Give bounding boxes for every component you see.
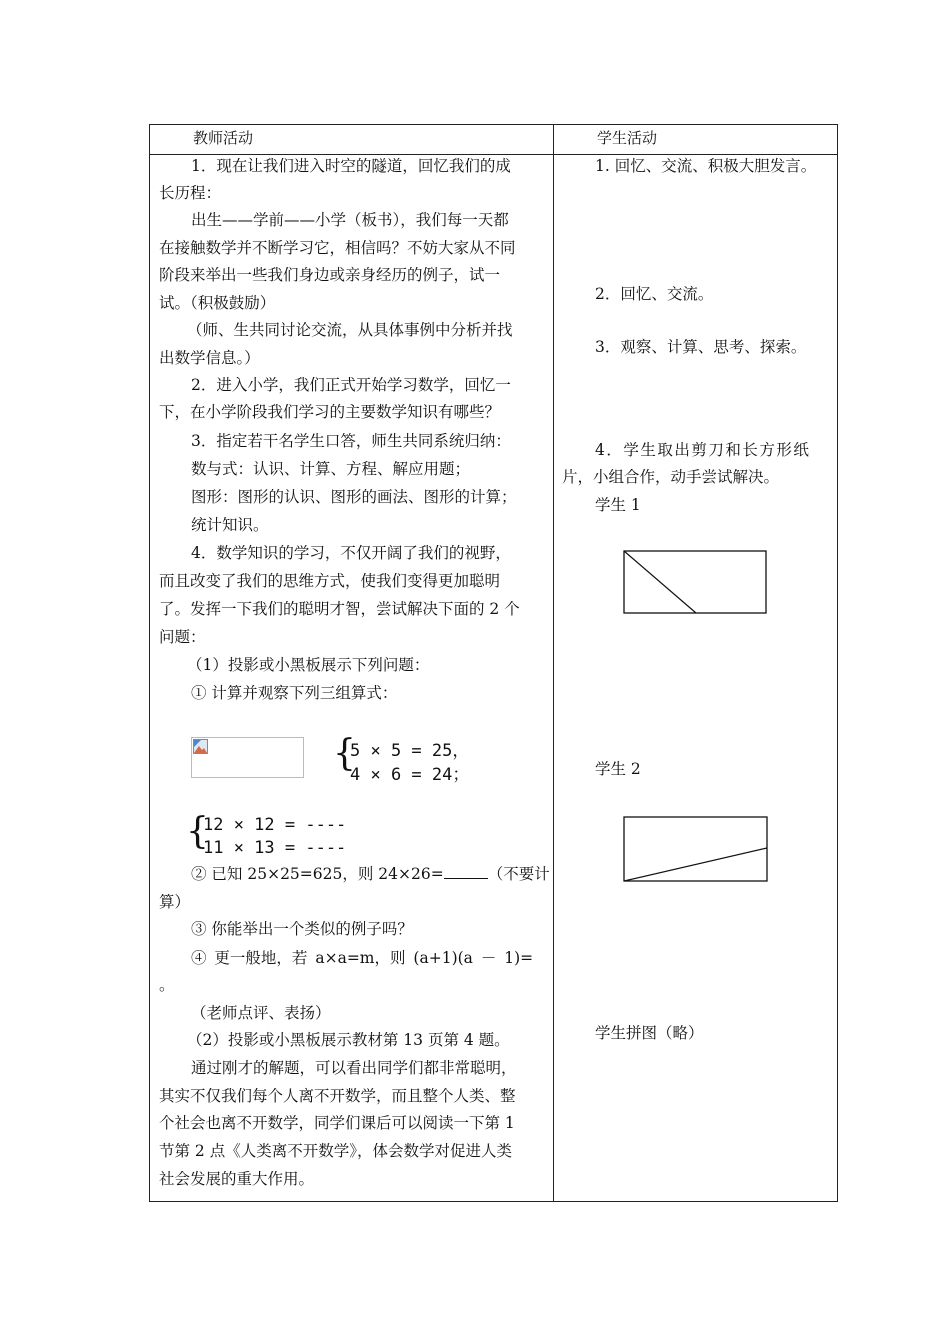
teacher-text: 通过刚才的解题，可以看出同学们都非常聪明， <box>191 1059 517 1077</box>
cut-rectangle-figure-1 <box>623 550 768 615</box>
teacher-text: 个社会也离不开数学，同学们课后可以阅读一下第 1 <box>159 1114 515 1132</box>
student-column-header: 学生活动 <box>597 129 658 147</box>
teacher-text: 图形：图形的认识、图形的画法、图形的计算； <box>191 488 517 506</box>
equation: 12 × 12 = ---- <box>203 815 347 835</box>
teacher-column-header: 教师活动 <box>193 129 254 147</box>
image-placeholder <box>191 737 304 778</box>
teacher-text: 3．指定若干名学生口答，师生共同系统归纳： <box>191 432 511 450</box>
cut-rectangle-figure-2 <box>623 816 769 883</box>
left-brace: { <box>333 733 356 774</box>
teacher-text: 而且改变了我们的思维方式，使我们变得更加聪明 <box>159 572 501 590</box>
teacher-text: 在接触数学并不断学习它，相信吗？不妨大家从不同 <box>159 239 516 257</box>
teacher-text: （2）投影或小黑板展示教材第 13 页第 4 题。 <box>187 1031 510 1049</box>
teacher-text: 下，在小学阶段我们学习的主要数学知识有哪些？ <box>159 403 501 421</box>
teacher-text: ④ 更一般地，若 a×a=m，则 (a+1)(a － 1)= <box>191 949 534 967</box>
student-label: 学生拼图（略） <box>595 1024 704 1042</box>
header-divider <box>150 154 837 155</box>
teacher-text: ① 计算并观察下列三组算式： <box>191 684 398 702</box>
student-text: 片，小组合作，动手尝试解决。 <box>562 468 780 486</box>
teacher-text: 试。（积极鼓励） <box>159 294 276 312</box>
student-label: 学生 2 <box>595 760 641 778</box>
student-text: 4．学生取出剪刀和长方形纸 <box>595 441 811 459</box>
teacher-text: ② 已知 25×25=625，则 24×26= （不要计 <box>191 865 550 883</box>
teacher-text: 长历程： <box>159 184 222 202</box>
answer-blank <box>444 864 488 879</box>
teacher-text: 算） <box>159 893 191 911</box>
teacher-text: （师、生共同讨论交流，从具体事例中分析并找 <box>187 321 513 339</box>
student-label: 学生 1 <box>595 496 641 514</box>
equation: 11 × 13 = ---- <box>203 838 347 858</box>
teacher-text: （老师点评、表扬） <box>191 1004 331 1022</box>
teacher-text: 出数学信息。） <box>159 349 260 367</box>
teacher-text: 了。发挥一下我们的聪明才智，尝试解决下面的 2 个 <box>159 600 520 618</box>
teacher-text: 出生——学前——小学（板书），我们每一天都 <box>191 211 509 229</box>
teacher-text: 其实不仅我们每个人离不开数学，而且整个人类、整 <box>159 1087 516 1105</box>
teacher-text: 社会发展的重大作用。 <box>159 1170 315 1188</box>
equation: 5 × 5 = 25， <box>350 741 470 761</box>
broken-image-icon <box>193 739 208 754</box>
student-text: 1. 回忆、交流、积极大胆发言。 <box>595 157 817 175</box>
teacher-text: 节第 2 点《人类离不开数学》，体会数学对促进人类 <box>159 1142 512 1160</box>
equation: 4 × 6 = 24； <box>350 765 470 785</box>
left-brace: { <box>186 811 209 852</box>
teacher-text: 。 <box>159 976 175 994</box>
teacher-text: 4．数学知识的学习，不仅开阔了我们的视野， <box>191 544 511 562</box>
student-text: 2．回忆、交流。 <box>595 285 714 303</box>
teacher-text: 阶段来举出一些我们身边或亲身经历的例子，试一 <box>159 266 501 284</box>
teacher-text: 1．现在让我们进入时空的隧道，回忆我们的成 <box>191 157 511 175</box>
teacher-text: 统计知识。 <box>191 516 269 534</box>
teacher-text: ③ 你能举出一个类似的例子吗？ <box>191 920 413 938</box>
teacher-text: （1）投影或小黑板展示下列问题： <box>187 656 430 674</box>
teacher-text: 数与式：认识、计算、方程、解应用题； <box>191 460 471 478</box>
column-divider <box>553 125 554 1201</box>
student-text: 3．观察、计算、思考、探索。 <box>595 338 807 356</box>
teacher-text: 问题： <box>159 628 206 646</box>
teacher-text: 2．进入小学，我们正式开始学习数学，回忆一 <box>191 376 511 394</box>
